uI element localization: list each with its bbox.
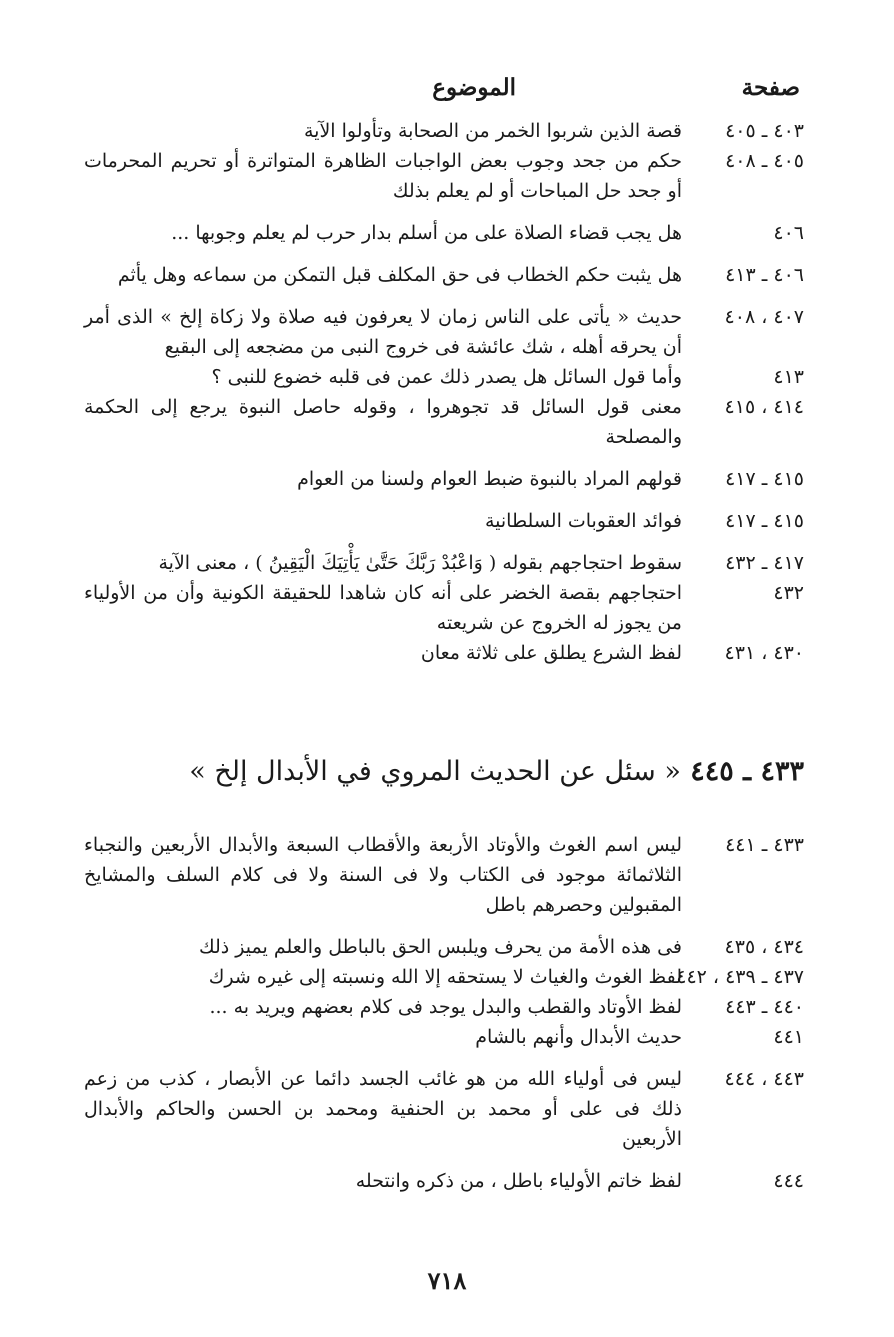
page-column-heading: صفحة	[741, 74, 800, 101]
index-entry	[84, 506, 804, 536]
section-heading-pages: ٤٣٣ ـ ٤٤٥	[690, 756, 804, 787]
entry-pages: ٤٣٤ ، ٤٣٥	[724, 936, 804, 958]
entry-pages: ٤٠٥ ـ ٤٠٨	[725, 150, 804, 172]
entry-topic: لفظ الشرع يطلق على ثلاثة معان	[420, 642, 682, 664]
entry-pages: ٤٠٦	[773, 222, 804, 244]
entry-pages: ٤١٧ ـ ٤٣٢	[725, 552, 804, 574]
entry-topic: لفظ الأوتاد والقطب والبدل يوجد فى كلام بعضهم ويريد به ...	[209, 996, 682, 1018]
entry-topic: هل يجب قضاء الصلاة على من أسلم بدار حرب لم يعلم وجوبها ...	[171, 222, 682, 244]
index-entry	[84, 1166, 804, 1196]
index-header	[0, 74, 894, 114]
entry-topic: وأما قول السائل هل يصدر ذلك عمن فى قلبه خضوع للنبى ؟	[211, 366, 682, 388]
entry-topic: لفظ خاتم الأولياء باطل ، من ذكره وانتحله	[355, 1170, 682, 1192]
index-entry	[84, 362, 804, 392]
index-entry	[84, 638, 804, 668]
entry-topic: معنى قول السائل قد تجوهروا ، وقوله حاصل النبوة يرجع إلى الحكمة والمصلحة	[84, 396, 682, 448]
entry-pages: ٤٤٤	[773, 1170, 804, 1192]
index-entry	[84, 962, 804, 992]
entry-topic: لفظ الغوث والغياث لا يستحقه إلا الله ونسبته إلى غيره شرك	[208, 966, 682, 988]
entry-pages: ٤٣٢	[773, 582, 804, 604]
entry-topic: حديث الأبدال وأنهم بالشام	[475, 1026, 682, 1048]
entry-topic: فى هذه الأمة من يحرف ويلبس الحق بالباطل والعلم يميز ذلك	[199, 936, 682, 958]
index-entry	[84, 578, 804, 638]
index-entry	[84, 116, 804, 146]
index-entry	[84, 1064, 804, 1154]
index-entries-part-two	[84, 830, 804, 1196]
entry-pages: ٤٤١	[773, 1026, 804, 1048]
index-entries-part-one	[84, 116, 804, 668]
entry-topic: احتجاجهم بقصة الخضر على أنه كان شاهدا للحقيقة الكونية وأن من الأولياء من يجوز له الخروج عن شريعته	[84, 582, 682, 634]
entry-pages: ٤٠٣ ـ ٤٠٥	[725, 120, 804, 142]
index-entry	[84, 992, 804, 1022]
index-entry	[84, 830, 804, 920]
entry-topic: فوائد العقوبات السلطانية	[484, 510, 682, 532]
entry-pages: ٤٠٦ ـ ٤١٣	[725, 264, 804, 286]
entry-pages: ٤١٥ ـ ٤١٧	[725, 468, 804, 490]
section-heading	[84, 750, 804, 794]
entry-pages: ٤١٥ ـ ٤١٧	[725, 510, 804, 532]
entry-topic: حديث « يأتى على الناس زمان لا يعرفون فيه صلاة ولا زكاة إلخ » الذى أمر أن يحرقه أهله ، شك عائشة فى خروج النبى من مضجعه إلى البقيع	[84, 306, 682, 358]
entry-pages: ٤٤٣ ، ٤٤٤	[724, 1068, 804, 1090]
section-heading-title: « سئل عن الحديث المروي في الأبدال إلخ »	[189, 756, 681, 787]
entry-topic: قولهم المراد بالنبوة ضبط العوام ولسنا من العوام	[297, 468, 682, 490]
entry-topic: قصة الذين شربوا الخمر من الصحابة وتأولوا الآية	[303, 120, 682, 142]
entry-pages: ٤٣٧ ـ ٤٣٩ ، ٤٤٢	[676, 966, 804, 988]
index-entry	[84, 548, 804, 578]
entry-pages: ٤٣٣ ـ ٤٤١	[725, 834, 804, 856]
entry-topic: حكم من جحد وجوب بعض الواجبات الظاهرة المتواترة أو تحريم المحرمات أو جحد حل المباحات أو لم يعلم بذلك	[84, 150, 682, 202]
entry-pages: ٤١٣	[773, 366, 804, 388]
entry-pages: ٤١٤ ، ٤١٥	[724, 396, 804, 418]
index-entry	[84, 218, 804, 248]
index-entry	[84, 260, 804, 290]
index-entry	[84, 392, 804, 452]
index-entry	[84, 464, 804, 494]
index-entry	[84, 302, 804, 362]
topic-column-heading: الموضوع	[432, 74, 516, 101]
entry-pages: ٤٣٠ ، ٤٣١	[724, 642, 804, 664]
page-number: ٧١٨	[427, 1266, 467, 1295]
index-entry	[84, 146, 804, 206]
entry-topic: هل يثبت حكم الخطاب فى حق المكلف قبل التمكن من سماعه وهل يأثم	[117, 264, 682, 286]
index-entry	[84, 1022, 804, 1052]
entry-topic: ليس اسم الغوث والأوتاد الأربعة والأقطاب السبعة والأبدال الأربعين والنجباء الثلاثمائة موجود فى الكتاب ولا فى السنة ولا فى كلام السلف والمشايخ المقبولين وحصرهم باطل	[84, 834, 682, 916]
entry-pages: ٤٠٧ ، ٤٠٨	[724, 306, 804, 328]
entry-topic: ليس فى أولياء الله من هو غائب الجسد دائما عن الأبصار ، كذب من زعم ذلك فى على أو محمد بن الحنفية ومحمد بن الحسن والحاكم والأبدال الأربعين	[84, 1068, 682, 1150]
index-entry	[84, 932, 804, 962]
entry-topic: سقوط احتجاجهم بقوله ( وَاعْبُدْ رَبَّكَ حَتَّىٰ يَأْتِيَكَ الْيَقِينُ ) ، معنى الآية	[158, 552, 682, 574]
entry-pages: ٤٤٠ ـ ٤٤٣	[725, 996, 804, 1018]
